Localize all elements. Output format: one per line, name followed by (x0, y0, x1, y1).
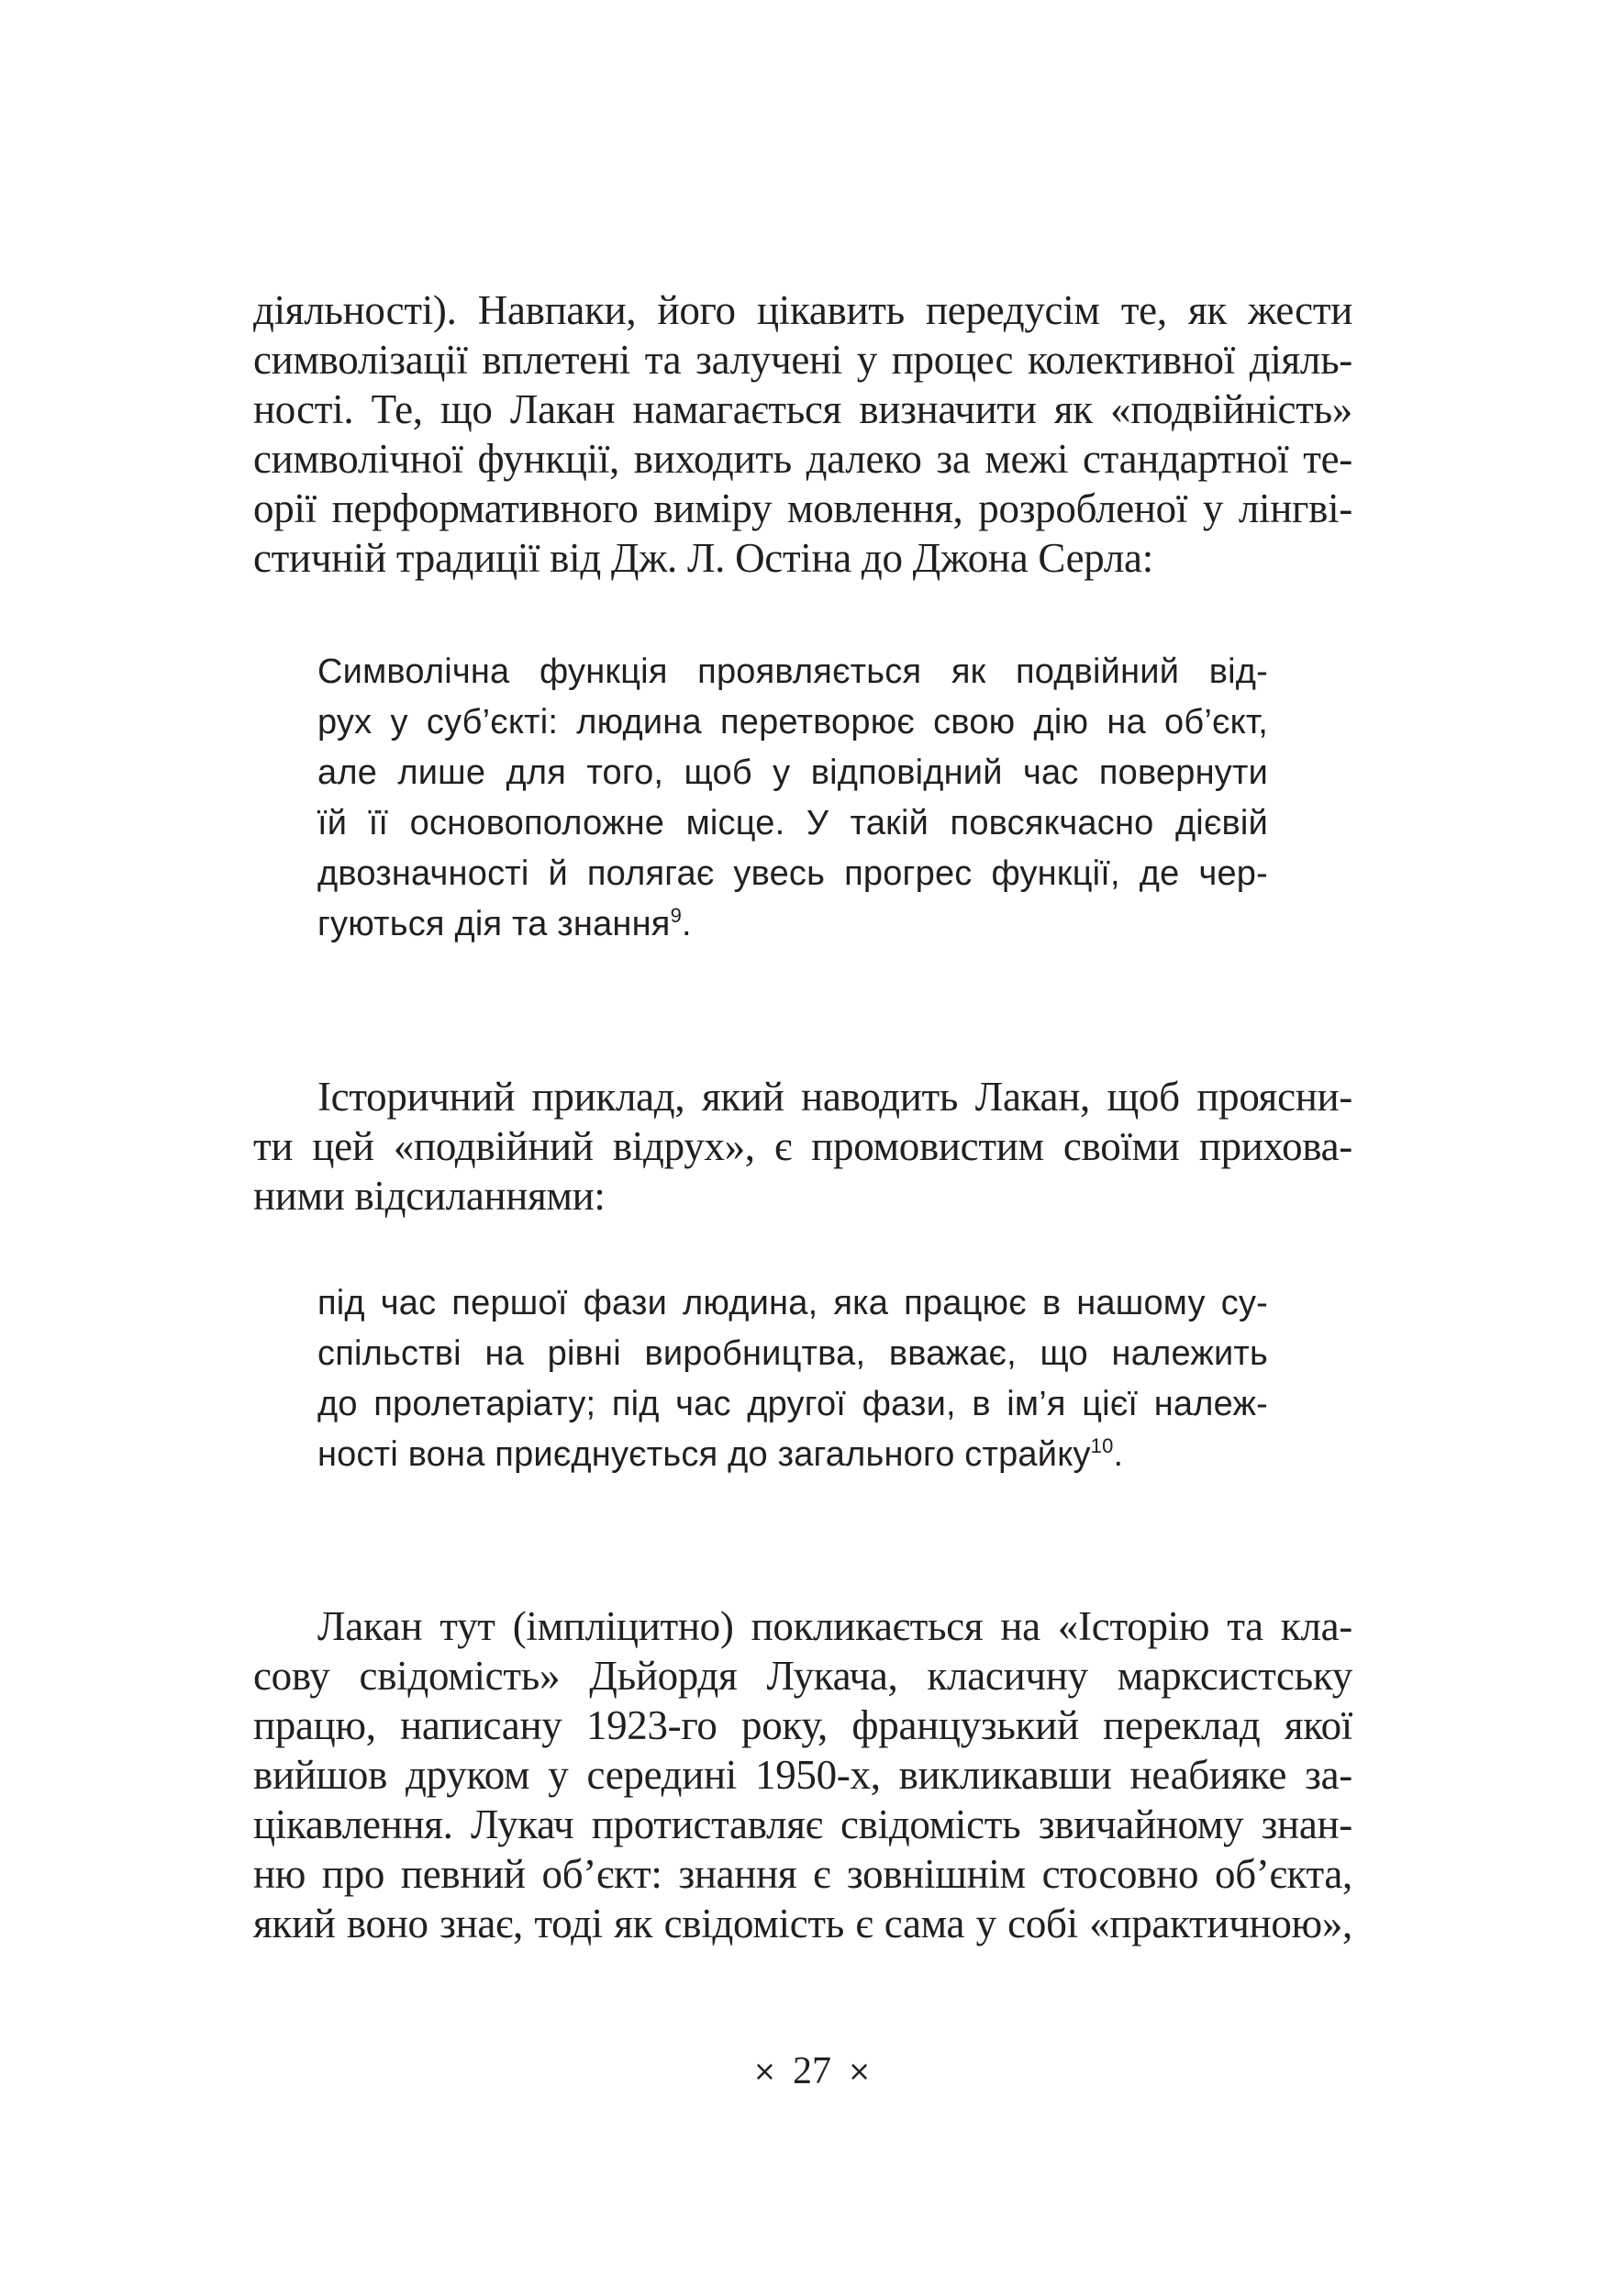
quote-end: . (1113, 1435, 1124, 1474)
quote-line-last (317, 1433, 1123, 1476)
text-line: працю, написану 1923-го року, французький переклад якої (253, 1702, 1352, 1748)
text-line: ню про певний об’єкт: знання є зовнішнім стосовно об’єкта, (253, 1851, 1352, 1897)
text-line: вийшов друком у середині 1950-х, викликавши неабияке за- (253, 1752, 1352, 1798)
text-line: цікавлення. Лукач протиставляє свідомість звичайному знан- (253, 1801, 1352, 1847)
text-line: ти цей «подвійний відрух», є промовистим своїми прихова- (253, 1123, 1352, 1169)
quote-line: спільстві на рівні виробництва, вважає, що належить (317, 1334, 1268, 1373)
text-line: Лакан тут (імпліцитно) покликається на «Історію та кла- (317, 1603, 1352, 1649)
quote-line: їй її основоположне місце. У такій повсякчасно дієвій (317, 804, 1268, 842)
quote-line: під час першої фази людина, яка працює в нашому су- (317, 1284, 1268, 1322)
quote-line: до пролетаріату; під час другої фази, в ім’я цієї належ- (317, 1385, 1268, 1423)
text-line: стичній традиції від Дж. Л. Остіна до Джона Серла: (253, 535, 1153, 581)
quote-line: Символічна функція проявляється як подвійний від- (317, 652, 1268, 691)
quote-end: . (682, 905, 692, 943)
text-line: сову свідомість» Дьйордя Лукача, класичну марксистську (253, 1653, 1352, 1699)
footnote-marker[interactable]: 10 (1090, 1434, 1114, 1457)
quote-text: гуються дія та знання (317, 905, 671, 943)
text-line: ності. Те, що Лакан намагається визначити як «подвійність» (253, 386, 1352, 432)
quote-line: рух у суб’єкті: людина перетворює свою дію на об’єкт, (317, 703, 1268, 742)
quote-line: двозначності й полягає увесь прогрес функції, де чер- (317, 854, 1268, 893)
text-line: який воно знає, тоді як свідомість є сама у собі «практичною», (253, 1901, 1352, 1946)
text-line: Історичний приклад, який наводить Лакан, щоб проясни- (317, 1074, 1352, 1120)
footnote-marker[interactable]: 9 (670, 904, 683, 927)
text-line: символізації вплетені та залучені у процес колективної діяль- (253, 337, 1352, 383)
quote-line: але лише для того, щоб у відповідний час повернути (317, 753, 1268, 792)
page-footer (0, 2048, 1624, 2095)
text-line: ними відсиланнями: (253, 1173, 606, 1219)
quote-line-last (317, 903, 692, 945)
quote-text: ності вона приєднується до загального страйку (317, 1435, 1091, 1474)
text-line: орії перформативного виміру мовлення, розробленої у лінгві- (253, 485, 1352, 531)
text-line: діяльності). Навпаки, його цікавить передусім те, як жести (253, 287, 1352, 333)
text-line: символічної функції, виходить далеко за межі стандартної те- (253, 436, 1352, 482)
page-number: 27 (793, 2050, 831, 2092)
ornament-right-icon: × (848, 2056, 872, 2088)
ornament-left-icon: × (752, 2056, 776, 2088)
